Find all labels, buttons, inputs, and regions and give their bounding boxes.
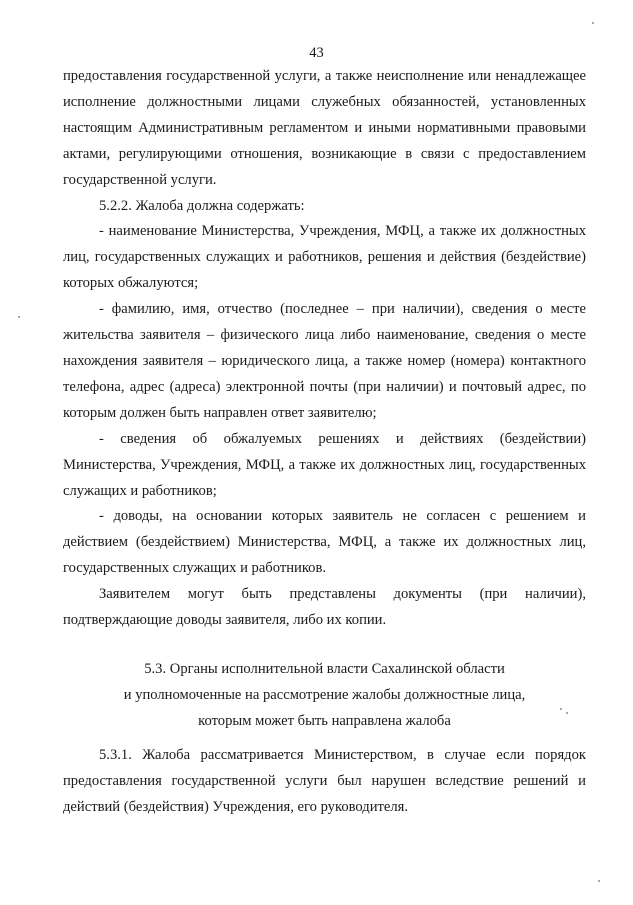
document-body-continued: [63, 743, 586, 821]
scan-speck: [598, 880, 600, 882]
list-item-names: - наименование Министерства, Учреждения, МФЦ, а также их должностных лиц, государственных служащих и работников, решения и действия (бездействие) которых обжалуются;: [63, 223, 586, 292]
document-body: [63, 64, 586, 634]
scan-speck: [560, 708, 562, 710]
scan-speck: [592, 22, 594, 24]
scan-speck: [18, 316, 20, 318]
list-item-applicant-details: - фамилию, имя, отчество (последнее – при наличии), сведения о месте жительства заявителя – физического лица либо наименование, сведения о месте нахождения заявителя – юридического лица, а также номер (номера) контактного телефона, адрес (адреса) электронной почты (при наличии) и почтовый адрес, по которым должен быть направлен ответ заявителю;: [63, 301, 586, 421]
list-item-arguments: - доводы, на основании которых заявитель не согласен с решением и действием (бездействием) Министерства, МФЦ, а также их должностных лиц, государственных служащих и работников.: [63, 508, 586, 577]
paragraph-5-2-2-heading: 5.2.2. Жалоба должна содержать:: [99, 197, 305, 214]
paragraph-complaint-subject-continued: предоставления государственной услуги, а также неисполнение или ненадлежащее исполнение должностными лицами служебных обязанностей, установленных настоящим Административным регламентом и иными нормативными правовыми актами, регулирующими отношения, возникающие в связи с предоставлением государственной услуги.: [63, 68, 586, 188]
paragraph-supporting-documents: Заявителем могут быть представлены документы (при наличии), подтверждающие доводы заявителя, либо их копии.: [63, 586, 586, 629]
paragraph-5-3-1: 5.3.1. Жалоба рассматривается Министерством, в случае если порядок предоставления государственной услуги был нарушен вследствие решений и действий (бездействия) Учреждения, его руководителя.: [63, 747, 586, 815]
section-heading-line: 5.3. Органы исполнительной власти Сахалинской области: [144, 661, 505, 677]
section-heading-5-3: [63, 657, 586, 735]
section-heading-line: которым может быть направлена жалоба: [198, 712, 451, 729]
list-item-appealed-decisions: - сведения об обжалуемых решениях и действиях (бездействии) Министерства, Учреждения, МФЦ, а также их должностных лиц, государственных служащих и работников;: [63, 430, 586, 499]
section-heading-line: и уполномоченные на рассмотрение жалобы должностные лица,: [123, 686, 526, 703]
page-number: 43: [309, 45, 324, 61]
scan-speck: [566, 712, 568, 714]
